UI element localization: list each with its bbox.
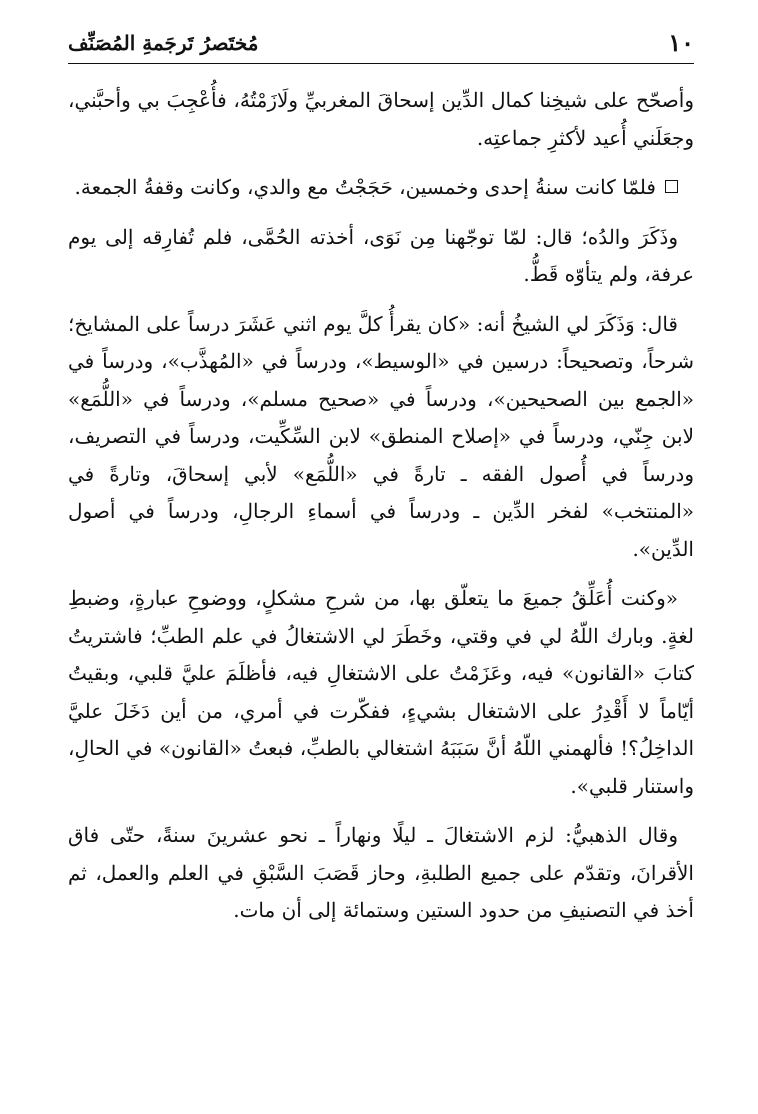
paragraph-3: وذَكَرَ والدُه؛ قال: لمّا توجّهنا مِن نَوَى، أخذته الحُمَّى، فلم تُفارِقه إلى يوم عرفة، ولم يتأوّه قَطُّ. [68, 224, 694, 286]
square-bullet-icon [665, 180, 678, 193]
header-divider [68, 63, 694, 64]
paragraph-5: «وكنت أُعَلِّقُ جميعَ ما يتعلّق بها، من شرحِ مشكلٍ، ووضوحِ عبارةٍ، وضبطِ لغةٍ. وبارك اللّهُ لي في وقتي، وخَطَرَ لي الاشتغالُ في علم الطبِّ؛ فاشتريتُ كتابَ «القانون» فيه، وعَزَمْتُ على الاشتغالِ فيه، فأظلَمَ عليَّ قلبي، وبقيتُ أيّاماً لا أَقْدِرُ على الاشتغال بشيءٍ، ففكّرت في أمري، من أين دَخَلَ عليَّ الداخِلُ؟! فألهمني اللّهُ أنَّ سَبَبَهُ اشتغالي بالطبِّ، فبعتُ «القانون» في الحالِ، واستنار قلبي». [68, 586, 694, 798]
page-header [68, 24, 694, 62]
paragraph-6: وقال الذهبيُّ: لزم الاشتغالَ ـ ليلًا ونهاراً ـ نحو عشرينَ سنةً، حتّى فاق الأقرانَ، وتقدّم على جميع الطلبةِ، وحاز قَصَبَ السَّبْقِ في العلم والعمل، ثم أخذ في التصنيفِ من حدود الستين وستمائة إلى أن مات. [68, 823, 694, 922]
paragraph-2-text: فلمّا كانت سنةُ إحدى وخمسين، حَجَجْتُ مع والدي، وكانت وقفةُ الجمعة. [74, 175, 656, 199]
page-number: ١٠ [668, 28, 694, 57]
running-title: مُختَصرُ تَرجَمةِ المُصَنِّف [68, 31, 259, 55]
paragraph-1: وأصحّح على شيخِنا كمال الدِّين إسحاقَ المغربيِّ ولَازَمْتُهُ، فأُعْجِبَ بي وأحبَّني، وجعَلَني أُعيد لأكثرِ جماعتِه. [68, 88, 694, 150]
page-body [68, 82, 694, 942]
paragraph-2 [68, 169, 694, 207]
paragraph-4: قال: وَذَكَرَ لي الشيخُ أنه: «كان يقرأُ كلَّ يوم اثني عَشَرَ درساً على المشايخ؛ شرحاً، وتصحيحاً: درسين في «الوسيط»، ودرساً في «المُهذَّب»، ودرساً في «الجمع بين الصحيحين»، ودرساً في «صحيح مسلم»، ودرساً في «اللُّمَع» لابن جِنّي، ودرساً في «إصلاح المنطق» لابن السِّكِّيت، ودرساً في التصريف، ودرساً في أُصول الفقه ـ تارةً في «اللُّمَع» لأبي إسحاقَ، وتارةً في «المنتخب» لفخر الدِّين ـ ودرساً في أسماءِ الرجالِ، ودرساً في أصول الدِّين». [68, 311, 694, 561]
